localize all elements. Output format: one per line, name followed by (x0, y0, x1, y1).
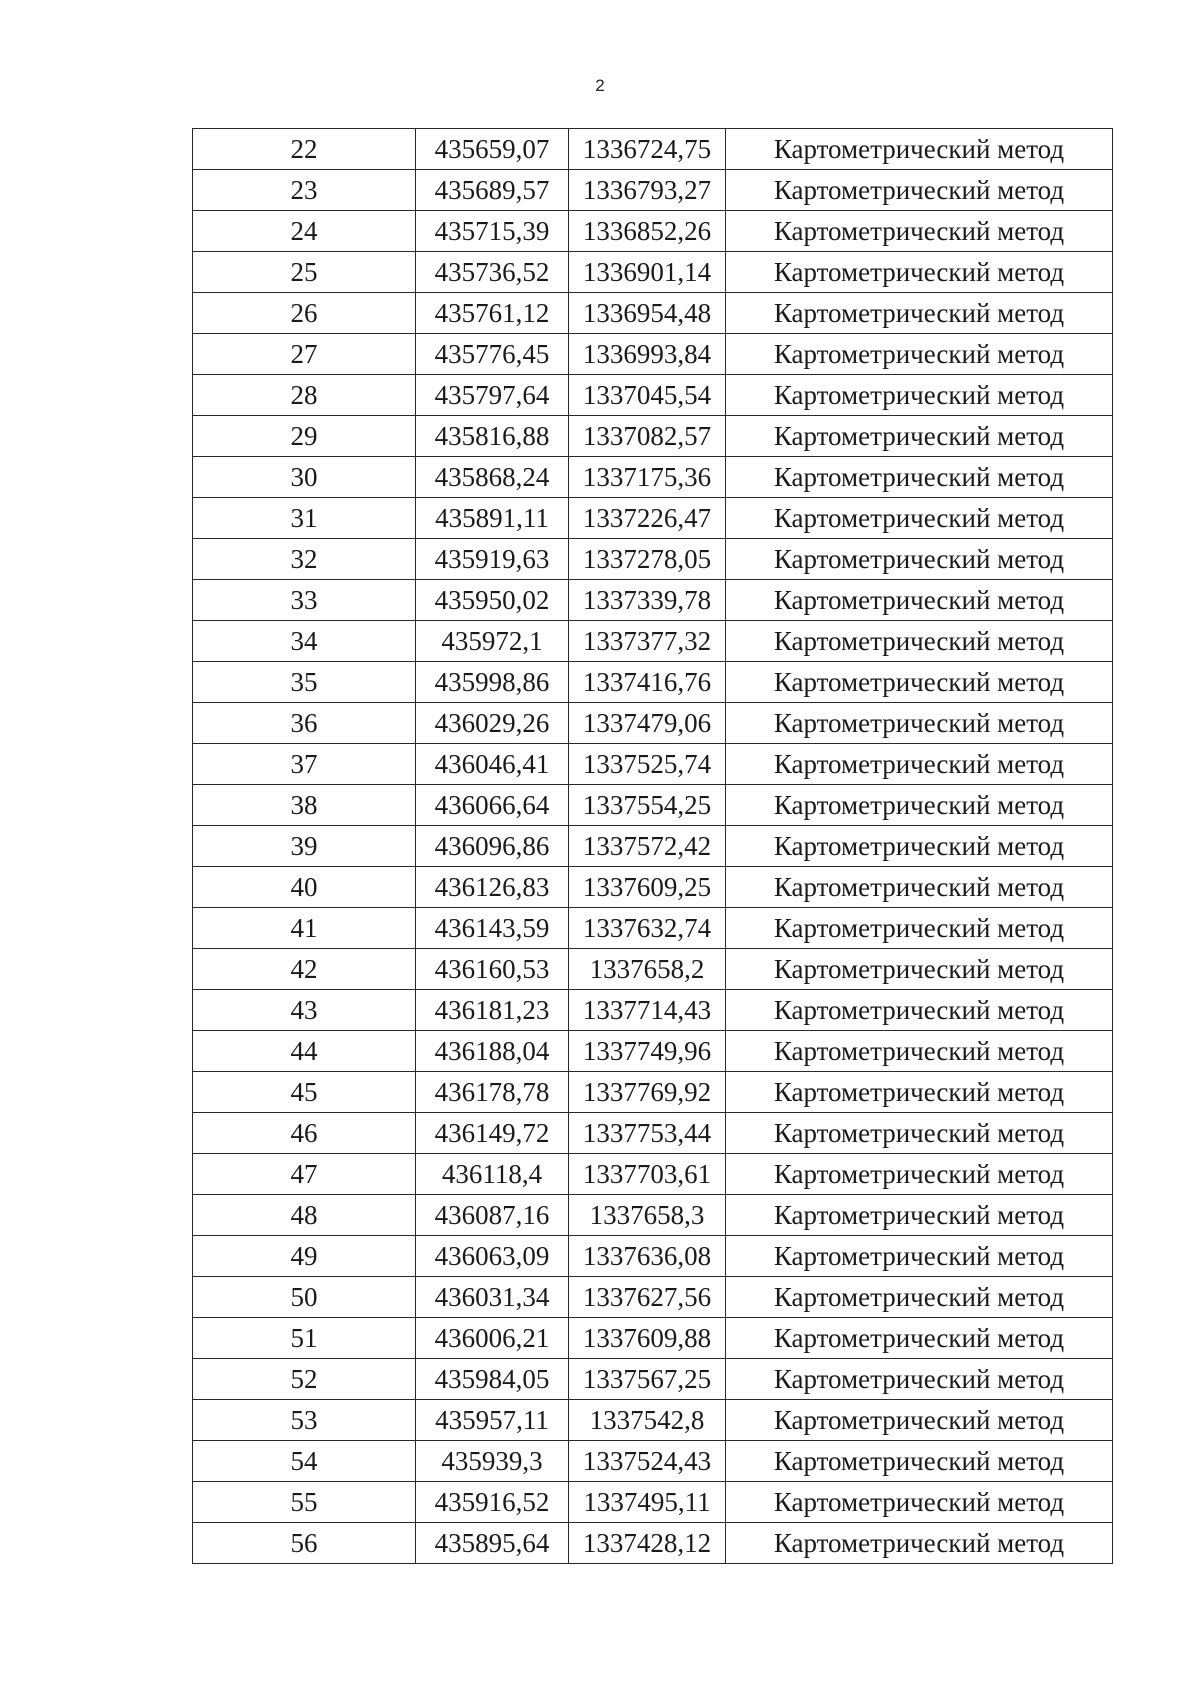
method-cell: Картометрический метод (726, 1441, 1113, 1482)
method-cell: Картометрический метод (726, 744, 1113, 785)
table-row (193, 375, 1113, 416)
table-row (193, 703, 1113, 744)
coordinate-y-cell: 1337567,25 (569, 1359, 726, 1400)
point-number-cell: 42 (193, 949, 416, 990)
table-row (193, 1318, 1113, 1359)
coordinate-x-cell: 436126,83 (416, 867, 569, 908)
point-number-cell: 46 (193, 1113, 416, 1154)
method-cell: Картометрический метод (726, 1031, 1113, 1072)
coordinate-x-cell: 435984,05 (416, 1359, 569, 1400)
point-number-cell: 47 (193, 1154, 416, 1195)
method-cell: Картометрический метод (726, 170, 1113, 211)
method-cell: Картометрический метод (726, 908, 1113, 949)
method-cell: Картометрический метод (726, 416, 1113, 457)
table-row (193, 662, 1113, 703)
table-row (193, 539, 1113, 580)
coordinate-x-cell: 436066,64 (416, 785, 569, 826)
method-cell: Картометрический метод (726, 334, 1113, 375)
method-cell: Картометрический метод (726, 1195, 1113, 1236)
method-cell: Картометрический метод (726, 785, 1113, 826)
coordinate-x-cell: 436087,16 (416, 1195, 569, 1236)
coordinates-table (192, 128, 1113, 1564)
coordinate-x-cell: 435891,11 (416, 498, 569, 539)
point-number-cell: 41 (193, 908, 416, 949)
method-cell: Картометрический метод (726, 1359, 1113, 1400)
method-cell: Картометрический метод (726, 1318, 1113, 1359)
method-cell: Картометрический метод (726, 703, 1113, 744)
table-row (193, 1195, 1113, 1236)
coordinate-y-cell: 1337714,43 (569, 990, 726, 1031)
method-cell: Картометрический метод (726, 1072, 1113, 1113)
table-row (193, 498, 1113, 539)
coordinate-x-cell: 436178,78 (416, 1072, 569, 1113)
method-cell: Картометрический метод (726, 949, 1113, 990)
table-row (193, 1031, 1113, 1072)
table-row (193, 457, 1113, 498)
table-row (193, 170, 1113, 211)
coordinate-x-cell: 435895,64 (416, 1523, 569, 1564)
coordinate-y-cell: 1337749,96 (569, 1031, 726, 1072)
table-row (193, 1236, 1113, 1277)
coordinate-y-cell: 1337627,56 (569, 1277, 726, 1318)
coordinate-x-cell: 435689,57 (416, 170, 569, 211)
point-number-cell: 40 (193, 867, 416, 908)
coordinate-y-cell: 1337495,11 (569, 1482, 726, 1523)
coordinate-x-cell: 436006,21 (416, 1318, 569, 1359)
method-cell: Картометрический метод (726, 1154, 1113, 1195)
coordinate-y-cell: 1337632,74 (569, 908, 726, 949)
coordinate-y-cell: 1336993,84 (569, 334, 726, 375)
point-number-cell: 55 (193, 1482, 416, 1523)
coordinate-y-cell: 1337703,61 (569, 1154, 726, 1195)
coordinate-y-cell: 1337658,3 (569, 1195, 726, 1236)
point-number-cell: 54 (193, 1441, 416, 1482)
table-row (193, 416, 1113, 457)
coordinate-y-cell: 1336724,75 (569, 129, 726, 170)
coordinate-y-cell: 1337339,78 (569, 580, 726, 621)
point-number-cell: 27 (193, 334, 416, 375)
coordinate-y-cell: 1337554,25 (569, 785, 726, 826)
table-row (193, 580, 1113, 621)
coordinate-y-cell: 1337542,8 (569, 1400, 726, 1441)
method-cell: Картометрический метод (726, 1236, 1113, 1277)
coordinate-x-cell: 436188,04 (416, 1031, 569, 1072)
coordinate-y-cell: 1337524,43 (569, 1441, 726, 1482)
table-row (193, 1154, 1113, 1195)
table-row (193, 1113, 1113, 1154)
method-cell: Картометрический метод (726, 498, 1113, 539)
table-row (193, 1359, 1113, 1400)
coordinate-x-cell: 436096,86 (416, 826, 569, 867)
coordinate-x-cell: 435736,52 (416, 252, 569, 293)
point-number-cell: 51 (193, 1318, 416, 1359)
coordinate-y-cell: 1337636,08 (569, 1236, 726, 1277)
point-number-cell: 35 (193, 662, 416, 703)
table-row (193, 1482, 1113, 1523)
coordinate-y-cell: 1337278,05 (569, 539, 726, 580)
coordinate-x-cell: 436063,09 (416, 1236, 569, 1277)
coordinate-y-cell: 1337082,57 (569, 416, 726, 457)
point-number-cell: 24 (193, 211, 416, 252)
coordinate-x-cell: 435868,24 (416, 457, 569, 498)
method-cell: Картометрический метод (726, 1523, 1113, 1564)
coordinate-x-cell: 436029,26 (416, 703, 569, 744)
point-number-cell: 45 (193, 1072, 416, 1113)
point-number-cell: 37 (193, 744, 416, 785)
method-cell: Картометрический метод (726, 293, 1113, 334)
coordinates-table-body (193, 129, 1113, 1564)
coordinate-y-cell: 1336852,26 (569, 211, 726, 252)
table-row (193, 826, 1113, 867)
point-number-cell: 48 (193, 1195, 416, 1236)
coordinate-x-cell: 435659,07 (416, 129, 569, 170)
method-cell: Картометрический метод (726, 1113, 1113, 1154)
coordinate-y-cell: 1337769,92 (569, 1072, 726, 1113)
coordinate-x-cell: 435761,12 (416, 293, 569, 334)
coordinate-x-cell: 436160,53 (416, 949, 569, 990)
table-row (193, 949, 1113, 990)
method-cell: Картометрический метод (726, 539, 1113, 580)
method-cell: Картометрический метод (726, 826, 1113, 867)
table-row (193, 1277, 1113, 1318)
method-cell: Картометрический метод (726, 252, 1113, 293)
table-row (193, 1441, 1113, 1482)
point-number-cell: 25 (193, 252, 416, 293)
coordinate-y-cell: 1337377,32 (569, 621, 726, 662)
point-number-cell: 52 (193, 1359, 416, 1400)
coordinate-y-cell: 1337175,36 (569, 457, 726, 498)
coordinate-x-cell: 436143,59 (416, 908, 569, 949)
point-number-cell: 53 (193, 1400, 416, 1441)
table-row (193, 1400, 1113, 1441)
coordinate-x-cell: 435950,02 (416, 580, 569, 621)
point-number-cell: 44 (193, 1031, 416, 1072)
coordinate-x-cell: 436046,41 (416, 744, 569, 785)
table-row (193, 1523, 1113, 1564)
coordinate-x-cell: 435816,88 (416, 416, 569, 457)
coordinate-y-cell: 1337525,74 (569, 744, 726, 785)
method-cell: Картометрический метод (726, 867, 1113, 908)
coordinate-y-cell: 1337428,12 (569, 1523, 726, 1564)
method-cell: Картометрический метод (726, 457, 1113, 498)
method-cell: Картометрический метод (726, 1277, 1113, 1318)
point-number-cell: 56 (193, 1523, 416, 1564)
coordinate-y-cell: 1337479,06 (569, 703, 726, 744)
method-cell: Картометрический метод (726, 580, 1113, 621)
point-number-cell: 22 (193, 129, 416, 170)
coordinate-x-cell: 435998,86 (416, 662, 569, 703)
method-cell: Картометрический метод (726, 990, 1113, 1031)
coordinate-x-cell: 436031,34 (416, 1277, 569, 1318)
table-row (193, 293, 1113, 334)
table-row (193, 252, 1113, 293)
coordinate-y-cell: 1337609,25 (569, 867, 726, 908)
table-row (193, 867, 1113, 908)
point-number-cell: 28 (193, 375, 416, 416)
table-row (193, 908, 1113, 949)
method-cell: Картометрический метод (726, 662, 1113, 703)
coordinate-y-cell: 1337416,76 (569, 662, 726, 703)
page-number: 2 (595, 76, 605, 95)
point-number-cell: 26 (193, 293, 416, 334)
method-cell: Картометрический метод (726, 1482, 1113, 1523)
coordinate-x-cell: 436118,4 (416, 1154, 569, 1195)
point-number-cell: 31 (193, 498, 416, 539)
table-row (193, 1072, 1113, 1113)
coordinate-x-cell: 435715,39 (416, 211, 569, 252)
table-row (193, 334, 1113, 375)
coordinate-y-cell: 1337609,88 (569, 1318, 726, 1359)
coordinate-y-cell: 1337658,2 (569, 949, 726, 990)
coordinate-y-cell: 1336954,48 (569, 293, 726, 334)
coordinate-x-cell: 436181,23 (416, 990, 569, 1031)
method-cell: Картометрический метод (726, 621, 1113, 662)
coordinate-y-cell: 1337572,42 (569, 826, 726, 867)
table-row (193, 744, 1113, 785)
coordinate-x-cell: 436149,72 (416, 1113, 569, 1154)
point-number-cell: 43 (193, 990, 416, 1031)
coordinate-y-cell: 1337226,47 (569, 498, 726, 539)
point-number-cell: 39 (193, 826, 416, 867)
method-cell: Картометрический метод (726, 375, 1113, 416)
coordinate-x-cell: 435797,64 (416, 375, 569, 416)
coordinate-x-cell: 435776,45 (416, 334, 569, 375)
coordinate-x-cell: 435939,3 (416, 1441, 569, 1482)
coordinate-x-cell: 435957,11 (416, 1400, 569, 1441)
table-row (193, 129, 1113, 170)
table-row (193, 990, 1113, 1031)
coordinate-x-cell: 435916,52 (416, 1482, 569, 1523)
table-row (193, 621, 1113, 662)
point-number-cell: 32 (193, 539, 416, 580)
method-cell: Картометрический метод (726, 211, 1113, 252)
coordinate-x-cell: 435919,63 (416, 539, 569, 580)
coordinate-y-cell: 1337045,54 (569, 375, 726, 416)
table-row (193, 211, 1113, 252)
point-number-cell: 49 (193, 1236, 416, 1277)
coordinate-x-cell: 435972,1 (416, 621, 569, 662)
point-number-cell: 30 (193, 457, 416, 498)
coordinate-y-cell: 1337753,44 (569, 1113, 726, 1154)
table-row (193, 785, 1113, 826)
point-number-cell: 29 (193, 416, 416, 457)
point-number-cell: 33 (193, 580, 416, 621)
point-number-cell: 34 (193, 621, 416, 662)
coordinate-y-cell: 1336793,27 (569, 170, 726, 211)
point-number-cell: 36 (193, 703, 416, 744)
method-cell: Картометрический метод (726, 129, 1113, 170)
coordinate-y-cell: 1336901,14 (569, 252, 726, 293)
method-cell: Картометрический метод (726, 1400, 1113, 1441)
point-number-cell: 50 (193, 1277, 416, 1318)
point-number-cell: 23 (193, 170, 416, 211)
point-number-cell: 38 (193, 785, 416, 826)
